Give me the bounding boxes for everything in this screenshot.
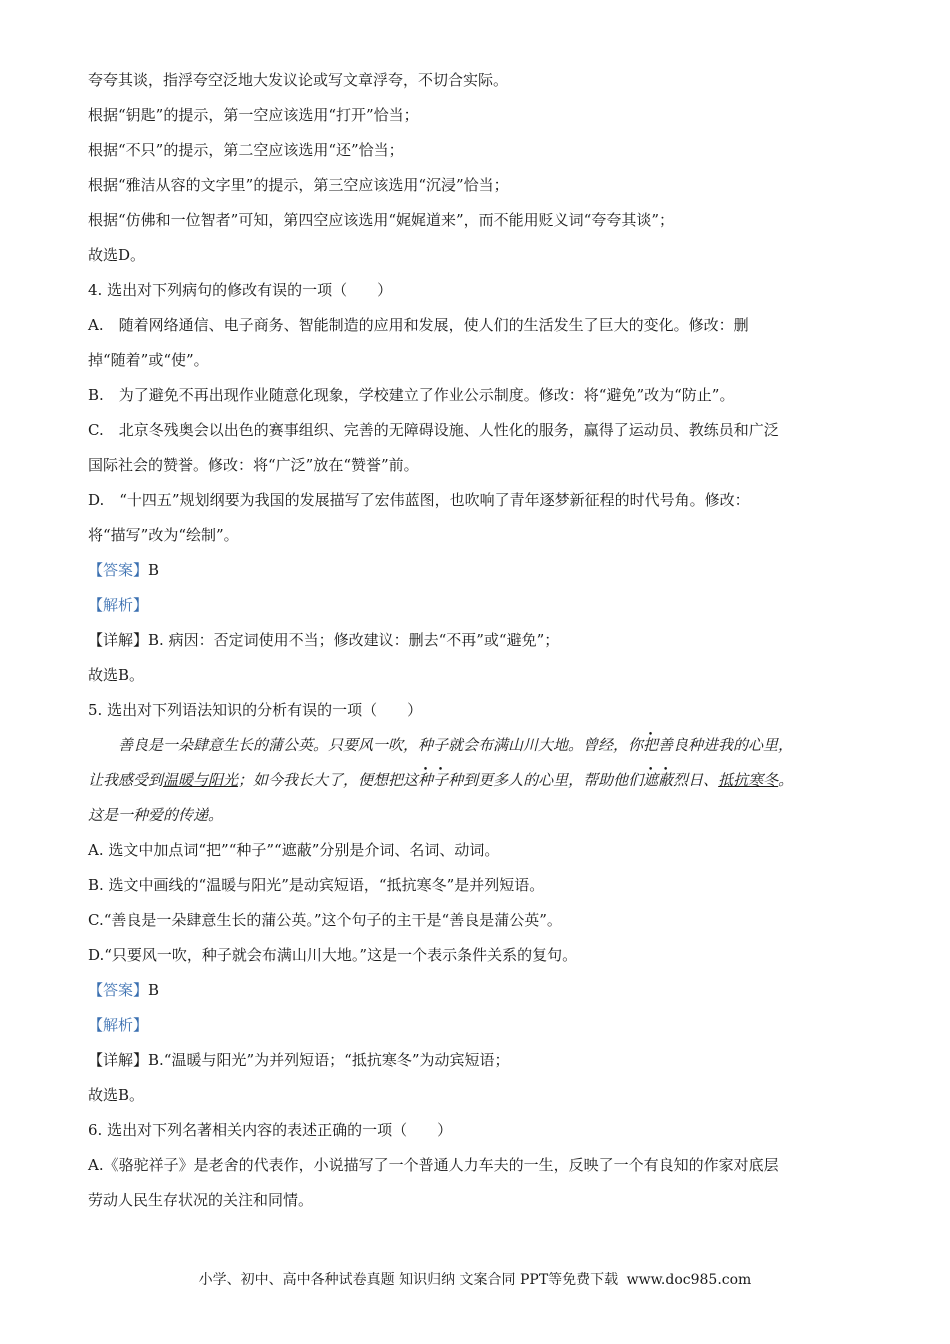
option-a-cont: 劳动人民生存状况的关注和同情。 xyxy=(88,1191,314,1209)
question-5-stem: 5. 选出对下列语法知识的分析有误的一项（ ） xyxy=(88,701,423,719)
detail-line xyxy=(88,1050,878,1070)
passage-line-2 xyxy=(88,770,878,790)
analysis-line xyxy=(88,595,878,615)
dotted-char: 子 xyxy=(433,771,449,789)
option-a: A. 选文中加点词“把”“种子”“遮蔽”分别是介词、名词、动词。 xyxy=(88,841,500,859)
detail-line xyxy=(88,630,878,650)
option-c-cont: 国际社会的赞誉。修改：将“广泛”放在“赞誉”前。 xyxy=(88,456,419,474)
detail-text: B.“温暖与阳光”为并列短语；“抵抗寒冬”为动宾短语； xyxy=(148,1051,510,1069)
passage-text: 善良是一朵肆意生长的蒲公英。只要风一吹，种子就会布满山川大地。曾经，你 xyxy=(118,736,644,754)
text-line: 夸夸其谈，指浮夸空泛地大发议论或写文章浮夸，不切合实际。 xyxy=(88,71,509,89)
conclusion-line: 故选B。 xyxy=(88,1086,145,1104)
dotted-char: 把 xyxy=(643,736,659,754)
footer-url[interactable]: www.doc985.com xyxy=(626,1272,752,1288)
text-line: 根据“钥匙”的提示，第一空应该选用“打开”恰当； xyxy=(88,106,419,124)
text-line: 故选D。 xyxy=(88,246,146,264)
option-a-cont: 掉“随着”或“使”。 xyxy=(88,351,209,369)
passage-text: 让我感受到 xyxy=(88,771,164,789)
passage-line-1 xyxy=(88,735,878,755)
passage-line-3: 这是一种爱的传递。 xyxy=(88,806,224,824)
text-line: 根据“不只”的提示，第二空应该选用“还”恰当； xyxy=(88,141,404,159)
underlined-phrase: 抵抗寒冬 xyxy=(718,771,779,789)
detail-tag: 【详解】 xyxy=(88,631,149,649)
analysis-line xyxy=(88,1015,878,1035)
option-d: D. “十四五”规划纲要为我国的发展描写了宏伟蓝图，也吹响了青年逐梦新征程的时代号角。修改： xyxy=(88,491,750,509)
document-page xyxy=(88,70,878,1225)
option-b: B. 选文中画线的“温暖与阳光”是动宾短语，“抵抗寒冬”是并列短语。 xyxy=(88,876,545,894)
page-footer xyxy=(0,1271,950,1289)
answer-value: B xyxy=(148,561,160,579)
conclusion-line: 故选B。 xyxy=(88,666,145,684)
option-b: B. 为了避免不再出现作业随意化现象，学校建立了作业公示制度。修改：将“避免”改为“防止”。 xyxy=(88,386,735,404)
answer-value: B xyxy=(148,981,160,999)
option-c: C.“善良是一朵肆意生长的蒲公英。”这个句子的主干是“善良是蒲公英”。 xyxy=(88,911,562,929)
passage-text: 种到更多人的心里，帮助他们 xyxy=(448,771,644,789)
passage-text: 烈日、 xyxy=(673,771,719,789)
option-a: A.《骆驼祥子》是老舍的代表作，小说描写了一个普通人力车夫的一生，反映了一个有良知的作家对底层 xyxy=(88,1156,779,1174)
dotted-char: 遮 xyxy=(643,771,659,789)
passage-text: ；如今我长大了，便想把这 xyxy=(238,771,419,789)
option-d: D.“只要风一吹，种子就会布满山川大地。”这是一个表示条件关系的复句。 xyxy=(88,946,578,964)
text-line: 根据“雅洁从容的文字里”的提示，第三空应该选用“沉浸”恰当； xyxy=(88,176,509,194)
option-d-cont: 将“描写”改为“绘制”。 xyxy=(88,526,239,544)
detail-text: B. 病因：否定词使用不当；修改建议：删去“不再”或“避免”； xyxy=(148,631,560,649)
text-line: 根据“仿佛和一位智者”可知，第四空应该选用“娓娓道来”，而不能用贬义词“夸夸其谈”； xyxy=(88,211,675,229)
footer-text: 小学、初中、高中各种试卷真题 知识归纳 文案合同 PPT等免费下载 xyxy=(198,1272,619,1288)
answer-tag: 【答案】 xyxy=(88,981,149,999)
underlined-phrase: 温暖与阳光 xyxy=(163,771,239,789)
detail-tag: 【详解】 xyxy=(88,1051,149,1069)
answer-tag: 【答案】 xyxy=(88,561,149,579)
answer-line xyxy=(88,980,878,1000)
passage-text: 。 xyxy=(778,771,794,789)
question-4-stem: 4. 选出对下列病句的修改有误的一项（ ） xyxy=(88,281,393,299)
dotted-char: 种 xyxy=(418,771,434,789)
analysis-tag: 【解析】 xyxy=(88,596,149,614)
option-c: C. 北京冬残奥会以出色的赛事组织、完善的无障碍设施、人性化的服务，赢得了运动员、教练员和广泛 xyxy=(88,421,779,439)
dotted-char: 蔽 xyxy=(658,771,674,789)
analysis-tag: 【解析】 xyxy=(88,1016,149,1034)
option-a: A. 随着网络通信、电子商务、智能制造的应用和发展，使人们的生活发生了巨大的变化。修改：删 xyxy=(88,316,749,334)
question-6-stem: 6. 选出对下列名著相关内容的表述正确的一项（ ） xyxy=(88,1121,453,1139)
answer-line xyxy=(88,560,878,580)
passage-text: 善良种进我的心里， xyxy=(658,736,794,754)
